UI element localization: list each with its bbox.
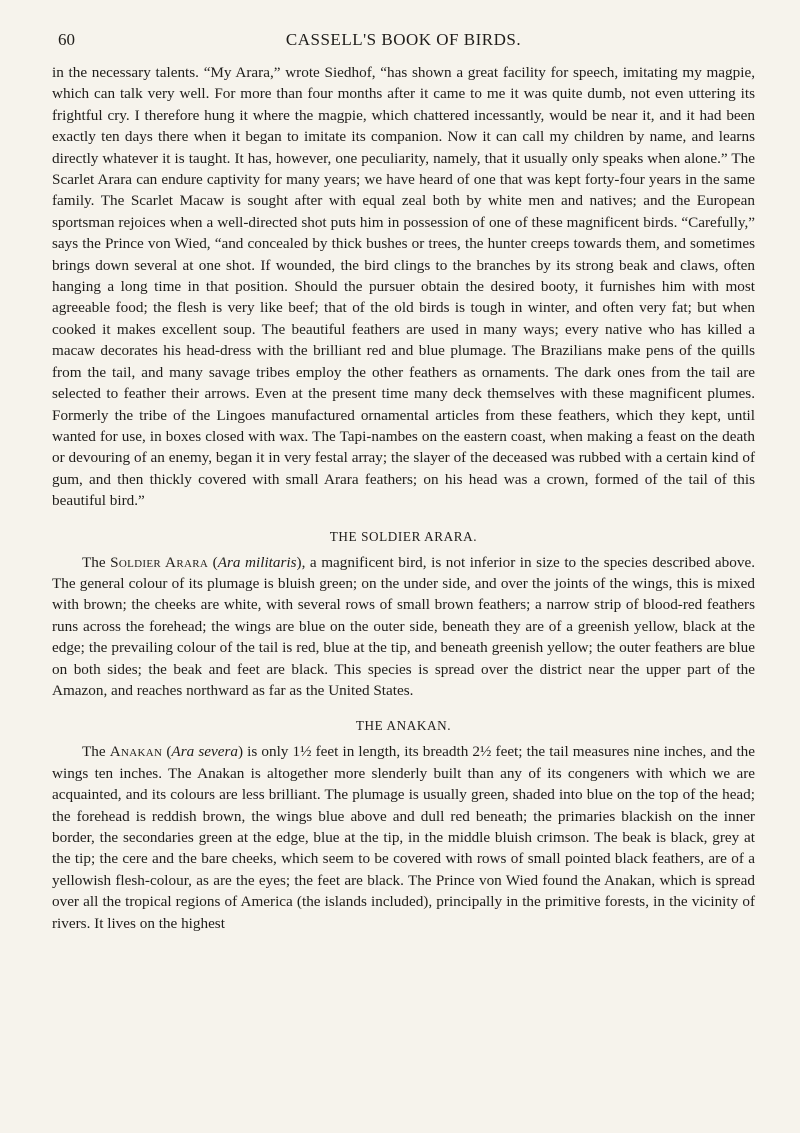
species-name: Anakan (109, 743, 163, 761)
section-heading-soldier-arara: THE SOLDIER ARARA. (329, 528, 478, 544)
paragraph-text: ), a magnificent bird, is not inferior in size to the species described above. The general colour of its plumage is bluish green; on the under side, and over the joints of the wings, this is mixed with brown; the cheeks are white, with several rows of small brown feathers; a narrow strip of blood-red feathers runs across the forehead; the wings are blue on the outer side, beneath they are of a greenish yellow, black at the edge; the prevailing colour of the tail is red, blue at the tip, and beneath greenish yellow; the outer feathers are blue on both sides; the beak and feet are black. This species is spread over the district near the upper part of the Amazon, and reaches northward as far as the United States. (52, 553, 755, 699)
latin-name: Ara militaris (217, 553, 297, 571)
paragraph-anakan: The Anakan (Ara severa) is only 1½ feet in length, its breadth 2½ feet; the tail measures nine inches, and the wings ten inches. The Anakan is altogether more slenderly built than any of its congeners with which we are acquainted, and its colours are less brilliant. The plumage is usually green, shaded into blue on the top of the head; the forehead is reddish brown, the wings blue above and dull red beneath; the primaries blackish on the inner border, the secondaries green at the edge, blue at the tip, in the middle bluish crimson. The beak is black, grey at the tip; the cere and the bare cheeks, which seem to be covered with rows of small pointed black feathers, are of a yellowish flesh-colour, as are the eyes; the feet are black. The Prince von Wied found the Anakan, which is spread over all the tropical regions of America (the islands included), principally in the primitive forests, in the vicinity of rivers. It lives on the highest (52, 743, 756, 932)
section-heading-anakan: THE ANAKAN. (355, 718, 452, 734)
page-number: 60 (58, 30, 75, 49)
paragraph-macaw-continued: in the necessary talents. “My Arara,” wrote Siedhof, “has shown a great facility for speech, imitating my magpie, which can talk very well. For more than four months after it came to me it was quite dumb, not even uttering its frightful cry. I therefore hung it where the magpie, which chattered incessantly, would be near it, and it had been exactly ten days there when it began to imitate its companion. Now it can call my children by name, and learns directly whatever it is taught. It has, however, one peculiarity, namely, that it usually only speaks when alone.” The Scarlet Arara can endure captivity for many years; we have heard of one that was kept forty-four years in the same family. The Scarlet Macaw is sought after with equal zeal both by white men and natives; and the European sportsman rejoices when a well-directed shot puts him in possession of one of these magnificent birds. “Carefully,” says the Prince von Wied, “and concealed by thick bushes or trees, the hunter creeps towards them, and sometimes brings down several at one shot. If wounded, the bird clings to the branches by its strong beak and claws, often hanging a long time in that position. Should the pursuer obtain the desired booty, it furnishes him with most agreeable food; the flesh is very like beef; that of the old birds is tough in winter, and often very fat; but when cooked it makes excellent soup. The beautiful feathers are used in many ways; every native who has killed a macaw decorates his head-dress with the brilliant red and blue plumage. The Brazilians make pens of the quills from the tail, and many savage tribes employ the other feathers as ornaments. The dark ones from the tail are selected to feather their arrows. Even at the present time many deck themselves with these magnificent plumes. Formerly the tribe of the Lingoes manufactured ornamental articles from these feathers, which they kept, until wanted for use, in boxes closed with wax. The Tapi-nambes on the eastern coast, when making a feast on the death or devouring of an enemy, began it in very festal array; the slayer of the deceased was rubbed with a certain kind of gum, and then thickly covered with small Arara feathers; on his head was a crown, formed of the tail of this beautiful bird.” (52, 64, 755, 510)
paragraph-text: ) is only 1½ feet in length, its breadth 2½ feet; the tail measures nine inches, and the wings ten inches. The Anakan is altogether more slenderly built than any of its congeners with which we are acquainted, and its colours are less brilliant. The plumage is usually green, shaded into blue on the top of the head; the forehead is reddish brown, the wings blue above and dull red beneath; the primaries blackish on the inner border, the secondaries green at the edge, blue at the tip, in the middle bluish crimson. The beak is black, grey at the tip; the cere and the bare cheeks, which seem to be covered with rows of small pointed black feathers, are of a yellowish flesh-colour, as are the eyes; the feet are black. The Prince von Wied found the Anakan, which is spread over all the tropical regions of America (the islands included), principally in the primitive forests, in the vicinity of rivers. It lives on the highest (52, 743, 756, 932)
latin-name: Ara severa (171, 743, 238, 761)
running-title: CASSELL'S BOOK OF BIRDS. (285, 30, 522, 49)
species-name: Soldier Arara (110, 553, 209, 571)
running-header (52, 22, 755, 48)
paragraph-soldier-arara: The Soldier Arara (Ara militaris), a magnificent bird, is not inferior in size to the species described above. The general colour of its plumage is bluish green; on the under side, and over the joints of the wings, this is mixed with brown; the cheeks are white, with several rows of small brown feathers; a narrow strip of blood-red feathers runs across the forehead; the wings are blue on the outer side, beneath they are of a greenish yellow, black at the edge; the prevailing colour of the tail is red, blue at the tip, and beneath greenish yellow; the outer feathers are blue on both sides; the beak and feet are black. This species is spread over the district near the upper part of the Amazon, and reaches northward as far as the United States. (52, 553, 755, 699)
